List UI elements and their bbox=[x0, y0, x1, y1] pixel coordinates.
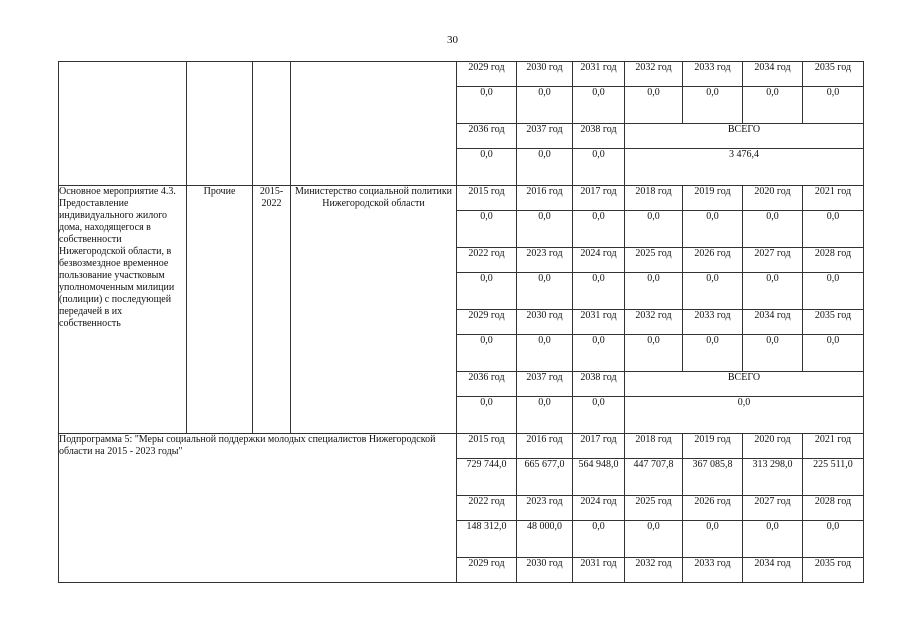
total-value: 3 476,4 bbox=[625, 149, 864, 186]
value-cell: 0,0 bbox=[573, 149, 625, 186]
year-header: 2038 год bbox=[573, 372, 625, 397]
year-header: 2023 год bbox=[517, 248, 573, 273]
year-header: 2022 год bbox=[457, 496, 517, 521]
year-header: 2036 год bbox=[457, 124, 517, 149]
total-header: ВСЕГО bbox=[625, 372, 864, 397]
value-cell: 313 298,0 bbox=[743, 459, 803, 496]
value-cell: 0,0 bbox=[683, 273, 743, 310]
year-header: 2022 год bbox=[457, 248, 517, 273]
value-cell: 0,0 bbox=[573, 335, 625, 372]
value-cell: 0,0 bbox=[517, 335, 573, 372]
value-cell: 0,0 bbox=[743, 273, 803, 310]
block1-years-row-0 bbox=[59, 62, 864, 87]
year-header: 2031 год bbox=[573, 558, 625, 583]
value-cell: 0,0 bbox=[573, 87, 625, 124]
block3-years-row-0 bbox=[59, 434, 864, 459]
block1-executor-cell bbox=[291, 62, 457, 186]
year-header: 2016 год bbox=[517, 186, 573, 211]
value-cell: 564 948,0 bbox=[573, 459, 625, 496]
value-cell: 0,0 bbox=[573, 397, 625, 434]
value-cell: 0,0 bbox=[625, 335, 683, 372]
year-header: 2034 год bbox=[743, 62, 803, 87]
year-header: 2031 год bbox=[573, 310, 625, 335]
value-cell: 0,0 bbox=[803, 211, 864, 248]
year-header: 2015 год bbox=[457, 434, 517, 459]
year-header: 2034 год bbox=[743, 310, 803, 335]
block2-years-row-0 bbox=[59, 186, 864, 211]
year-header: 2021 год bbox=[803, 186, 864, 211]
year-header: 2020 год bbox=[743, 434, 803, 459]
year-header: 2017 год bbox=[573, 434, 625, 459]
value-cell: 0,0 bbox=[743, 335, 803, 372]
year-header: 2029 год bbox=[457, 558, 517, 583]
value-cell: 0,0 bbox=[457, 397, 517, 434]
value-cell: 0,0 bbox=[517, 273, 573, 310]
year-header: 2029 год bbox=[457, 310, 517, 335]
value-cell: 0,0 bbox=[457, 87, 517, 124]
value-cell: 0,0 bbox=[573, 211, 625, 248]
year-header: 2027 год bbox=[743, 496, 803, 521]
value-cell: 665 677,0 bbox=[517, 459, 573, 496]
year-header: 2017 год bbox=[573, 186, 625, 211]
value-cell: 0,0 bbox=[457, 149, 517, 186]
value-cell: 0,0 bbox=[803, 273, 864, 310]
year-header: 2029 год bbox=[457, 62, 517, 87]
year-header: 2016 год bbox=[517, 434, 573, 459]
value-cell: 48 000,0 bbox=[517, 521, 573, 558]
year-header: 2035 год bbox=[803, 558, 864, 583]
year-header: 2024 год bbox=[573, 248, 625, 273]
subprogram-name: Подпрограмма 5: "Меры социальной поддержки молодых специалистов Нижегородской области на 2015 - 2023 годы" bbox=[59, 434, 457, 583]
value-cell: 729 744,0 bbox=[457, 459, 517, 496]
year-header: 2032 год bbox=[625, 310, 683, 335]
year-header: 2031 год bbox=[573, 62, 625, 87]
value-cell: 0,0 bbox=[803, 87, 864, 124]
value-cell: 0,0 bbox=[625, 273, 683, 310]
block1-category-cell bbox=[187, 62, 253, 186]
year-header: 2035 год bbox=[803, 310, 864, 335]
value-cell: 0,0 bbox=[743, 211, 803, 248]
page-number: 30 bbox=[447, 34, 458, 46]
measure-executor: Министерство социальной политики Нижегородской области bbox=[291, 186, 457, 434]
value-cell: 0,0 bbox=[743, 521, 803, 558]
value-cell: 0,0 bbox=[573, 521, 625, 558]
year-header: 2033 год bbox=[683, 558, 743, 583]
year-header: 2033 год bbox=[683, 310, 743, 335]
year-header: 2025 год bbox=[625, 248, 683, 273]
value-cell: 367 085,8 bbox=[683, 459, 743, 496]
year-header: 2037 год bbox=[517, 372, 573, 397]
value-cell: 0,0 bbox=[683, 211, 743, 248]
year-header: 2030 год bbox=[517, 558, 573, 583]
year-header: 2018 год bbox=[625, 434, 683, 459]
measure-period: 2015-2022 bbox=[253, 186, 291, 434]
year-header: 2027 год bbox=[743, 248, 803, 273]
value-cell: 0,0 bbox=[683, 87, 743, 124]
year-header: 2026 год bbox=[683, 248, 743, 273]
value-cell: 0,0 bbox=[457, 273, 517, 310]
year-header: 2025 год bbox=[625, 496, 683, 521]
program-table bbox=[58, 61, 864, 583]
year-header: 2021 год bbox=[803, 434, 864, 459]
value-cell: 0,0 bbox=[517, 149, 573, 186]
value-cell: 0,0 bbox=[803, 521, 864, 558]
year-header: 2019 год bbox=[683, 186, 743, 211]
year-header: 2032 год bbox=[625, 558, 683, 583]
year-header: 2035 год bbox=[803, 62, 864, 87]
year-header: 2015 год bbox=[457, 186, 517, 211]
year-header: 2038 год bbox=[573, 124, 625, 149]
year-header: 2037 год bbox=[517, 124, 573, 149]
value-cell: 0,0 bbox=[625, 211, 683, 248]
value-cell: 0,0 bbox=[743, 87, 803, 124]
block1-period-cell bbox=[253, 62, 291, 186]
year-header: 2033 год bbox=[683, 62, 743, 87]
year-header: 2028 год bbox=[803, 248, 864, 273]
value-cell: 447 707,8 bbox=[625, 459, 683, 496]
year-header: 2034 год bbox=[743, 558, 803, 583]
year-header: 2020 год bbox=[743, 186, 803, 211]
year-header: 2030 год bbox=[517, 310, 573, 335]
year-header: 2036 год bbox=[457, 372, 517, 397]
value-cell: 0,0 bbox=[517, 87, 573, 124]
value-cell: 0,0 bbox=[457, 211, 517, 248]
year-header: 2026 год bbox=[683, 496, 743, 521]
value-cell: 0,0 bbox=[803, 335, 864, 372]
year-header: 2030 год bbox=[517, 62, 573, 87]
value-cell: 0,0 bbox=[625, 521, 683, 558]
total-value: 0,0 bbox=[625, 397, 864, 434]
value-cell: 0,0 bbox=[517, 397, 573, 434]
value-cell: 0,0 bbox=[457, 335, 517, 372]
value-cell: 0,0 bbox=[683, 335, 743, 372]
year-header: 2028 год bbox=[803, 496, 864, 521]
value-cell: 0,0 bbox=[625, 87, 683, 124]
block1-name-cell bbox=[59, 62, 187, 186]
year-header: 2019 год bbox=[683, 434, 743, 459]
value-cell: 0,0 bbox=[573, 273, 625, 310]
value-cell: 0,0 bbox=[683, 521, 743, 558]
year-header: 2032 год bbox=[625, 62, 683, 87]
measure-category: Прочие bbox=[187, 186, 253, 434]
value-cell: 0,0 bbox=[517, 211, 573, 248]
measure-name: Основное мероприятие 4.3. Предоставление индивидуального жилого дома, находящегося в собственности Нижегородской области, в безвозмездное временное пользование участковым уполномоченным милиции (полиции) с последующей передачей в их собственность bbox=[59, 186, 187, 434]
year-header: 2023 год bbox=[517, 496, 573, 521]
value-cell: 148 312,0 bbox=[457, 521, 517, 558]
value-cell: 225 511,0 bbox=[803, 459, 864, 496]
year-header: 2024 год bbox=[573, 496, 625, 521]
year-header: 2018 год bbox=[625, 186, 683, 211]
total-header: ВСЕГО bbox=[625, 124, 864, 149]
